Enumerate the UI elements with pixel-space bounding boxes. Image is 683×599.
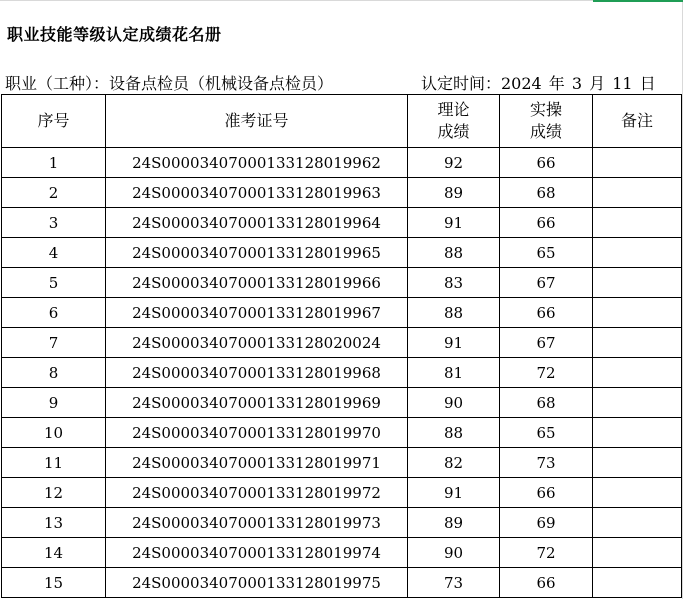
header-theory-score[interactable] (408, 95, 500, 148)
cell-theory-score[interactable]: 92 (408, 148, 500, 178)
cell-notes[interactable] (593, 268, 682, 298)
table-row (2, 148, 682, 178)
cell-seq[interactable]: 5 (2, 268, 106, 298)
cell-seq[interactable]: 11 (2, 448, 106, 478)
cell-theory-score[interactable]: 88 (408, 238, 500, 268)
cell-notes[interactable] (593, 148, 682, 178)
table-row (2, 418, 682, 448)
table-row (2, 448, 682, 478)
cell-practice-score[interactable]: 66 (500, 208, 593, 238)
cell-theory-score[interactable]: 73 (408, 568, 500, 598)
cell-practice-score[interactable]: 66 (500, 298, 593, 328)
header-seq[interactable]: 序号 (2, 95, 106, 148)
cell-seq[interactable]: 10 (2, 418, 106, 448)
cell-theory-score[interactable]: 88 (408, 298, 500, 328)
table-row (2, 568, 682, 598)
cell-exam-id[interactable]: 24S00003407000133128019974 (106, 538, 408, 568)
cell-practice-score[interactable]: 66 (500, 148, 593, 178)
cell-theory-score[interactable]: 83 (408, 268, 500, 298)
cell-exam-id[interactable]: 24S00003407000133128019973 (106, 508, 408, 538)
cell-notes[interactable] (593, 538, 682, 568)
cell-seq[interactable]: 1 (2, 148, 106, 178)
cell-practice-score[interactable]: 66 (500, 478, 593, 508)
cell-seq[interactable]: 9 (2, 388, 106, 418)
cell-theory-score[interactable]: 90 (408, 538, 500, 568)
cell-notes[interactable] (593, 508, 682, 538)
cell-notes[interactable] (593, 478, 682, 508)
cell-exam-id[interactable]: 24S00003407000133128020024 (106, 328, 408, 358)
cell-notes[interactable] (593, 178, 682, 208)
cell-notes[interactable] (593, 448, 682, 478)
cell-notes[interactable] (593, 418, 682, 448)
cell-seq[interactable]: 6 (2, 298, 106, 328)
score-table (1, 94, 682, 598)
cell-seq[interactable]: 8 (2, 358, 106, 388)
cell-exam-id[interactable]: 24S00003407000133128019963 (106, 178, 408, 208)
cell-theory-score[interactable]: 91 (408, 208, 500, 238)
cell-notes[interactable] (593, 568, 682, 598)
table-row (2, 208, 682, 238)
cell-seq[interactable]: 12 (2, 478, 106, 508)
cell-notes[interactable] (593, 298, 682, 328)
table-row (2, 178, 682, 208)
cell-notes[interactable] (593, 328, 682, 358)
cell-exam-id[interactable]: 24S00003407000133128019970 (106, 418, 408, 448)
table-row (2, 268, 682, 298)
cell-exam-id[interactable]: 24S00003407000133128019975 (106, 568, 408, 598)
cell-notes[interactable] (593, 388, 682, 418)
cell-seq[interactable]: 4 (2, 238, 106, 268)
cell-theory-score[interactable]: 89 (408, 178, 500, 208)
cell-notes[interactable] (593, 208, 682, 238)
cell-practice-score[interactable]: 68 (500, 388, 593, 418)
sheet-top-edge (0, 0, 683, 1)
cell-seq[interactable]: 3 (2, 208, 106, 238)
cell-practice-score[interactable]: 68 (500, 178, 593, 208)
cell-selection-indicator (593, 0, 683, 2)
table-row (2, 298, 682, 328)
table-row (2, 238, 682, 268)
table-row (2, 328, 682, 358)
cell-exam-id[interactable]: 24S00003407000133128019965 (106, 238, 408, 268)
cell-seq[interactable]: 7 (2, 328, 106, 358)
cell-practice-score[interactable]: 65 (500, 418, 593, 448)
table-row (2, 538, 682, 568)
cell-seq[interactable]: 13 (2, 508, 106, 538)
table-row (2, 388, 682, 418)
cell-practice-score[interactable]: 72 (500, 538, 593, 568)
cell-exam-id[interactable]: 24S00003407000133128019969 (106, 388, 408, 418)
cell-seq[interactable]: 15 (2, 568, 106, 598)
cell-theory-score[interactable]: 81 (408, 358, 500, 388)
cell-exam-id[interactable]: 24S00003407000133128019972 (106, 478, 408, 508)
header-practice-line2: 成绩 (529, 122, 562, 141)
cell-theory-score[interactable]: 82 (408, 448, 500, 478)
table-row (2, 358, 682, 388)
cell-practice-score[interactable]: 67 (500, 268, 593, 298)
cell-practice-score[interactable]: 73 (500, 448, 593, 478)
header-practice-score[interactable] (500, 95, 593, 148)
table-body (2, 148, 682, 598)
cell-exam-id[interactable]: 24S00003407000133128019966 (106, 268, 408, 298)
header-notes[interactable]: 备注 (593, 95, 682, 148)
cell-theory-score[interactable]: 91 (408, 478, 500, 508)
cell-theory-score[interactable]: 88 (408, 418, 500, 448)
cell-practice-score[interactable]: 69 (500, 508, 593, 538)
cell-notes[interactable] (593, 358, 682, 388)
table-row (2, 508, 682, 538)
header-theory-line2: 成绩 (437, 122, 470, 141)
cell-practice-score[interactable]: 65 (500, 238, 593, 268)
cell-theory-score[interactable]: 89 (408, 508, 500, 538)
cell-practice-score[interactable]: 72 (500, 358, 593, 388)
cell-theory-score[interactable]: 90 (408, 388, 500, 418)
cell-exam-id[interactable]: 24S00003407000133128019962 (106, 148, 408, 178)
cell-seq[interactable]: 14 (2, 538, 106, 568)
header-exam-id[interactable]: 准考证号 (106, 95, 408, 148)
table-row (2, 478, 682, 508)
exam-date-label[interactable]: 认定时间：2024 年 3 月 11 日 (421, 74, 656, 93)
occupation-label[interactable]: 职业（工种）：设备点检员（机械设备点检员） (5, 74, 334, 93)
cell-exam-id[interactable]: 24S00003407000133128019967 (106, 298, 408, 328)
cell-exam-id[interactable]: 24S00003407000133128019971 (106, 448, 408, 478)
table-header-row (2, 95, 682, 148)
cell-practice-score[interactable]: 67 (500, 328, 593, 358)
cell-exam-id[interactable]: 24S00003407000133128019964 (106, 208, 408, 238)
roster-title[interactable]: 职业技能等级认定成绩花名册 (7, 25, 222, 44)
cell-seq[interactable]: 2 (2, 178, 106, 208)
cell-exam-id[interactable]: 24S00003407000133128019968 (106, 358, 408, 388)
cell-theory-score[interactable]: 91 (408, 328, 500, 358)
cell-notes[interactable] (593, 238, 682, 268)
header-practice-line1: 实操 (529, 100, 562, 119)
cell-practice-score[interactable]: 66 (500, 568, 593, 598)
header-theory-line1: 理论 (437, 100, 470, 119)
